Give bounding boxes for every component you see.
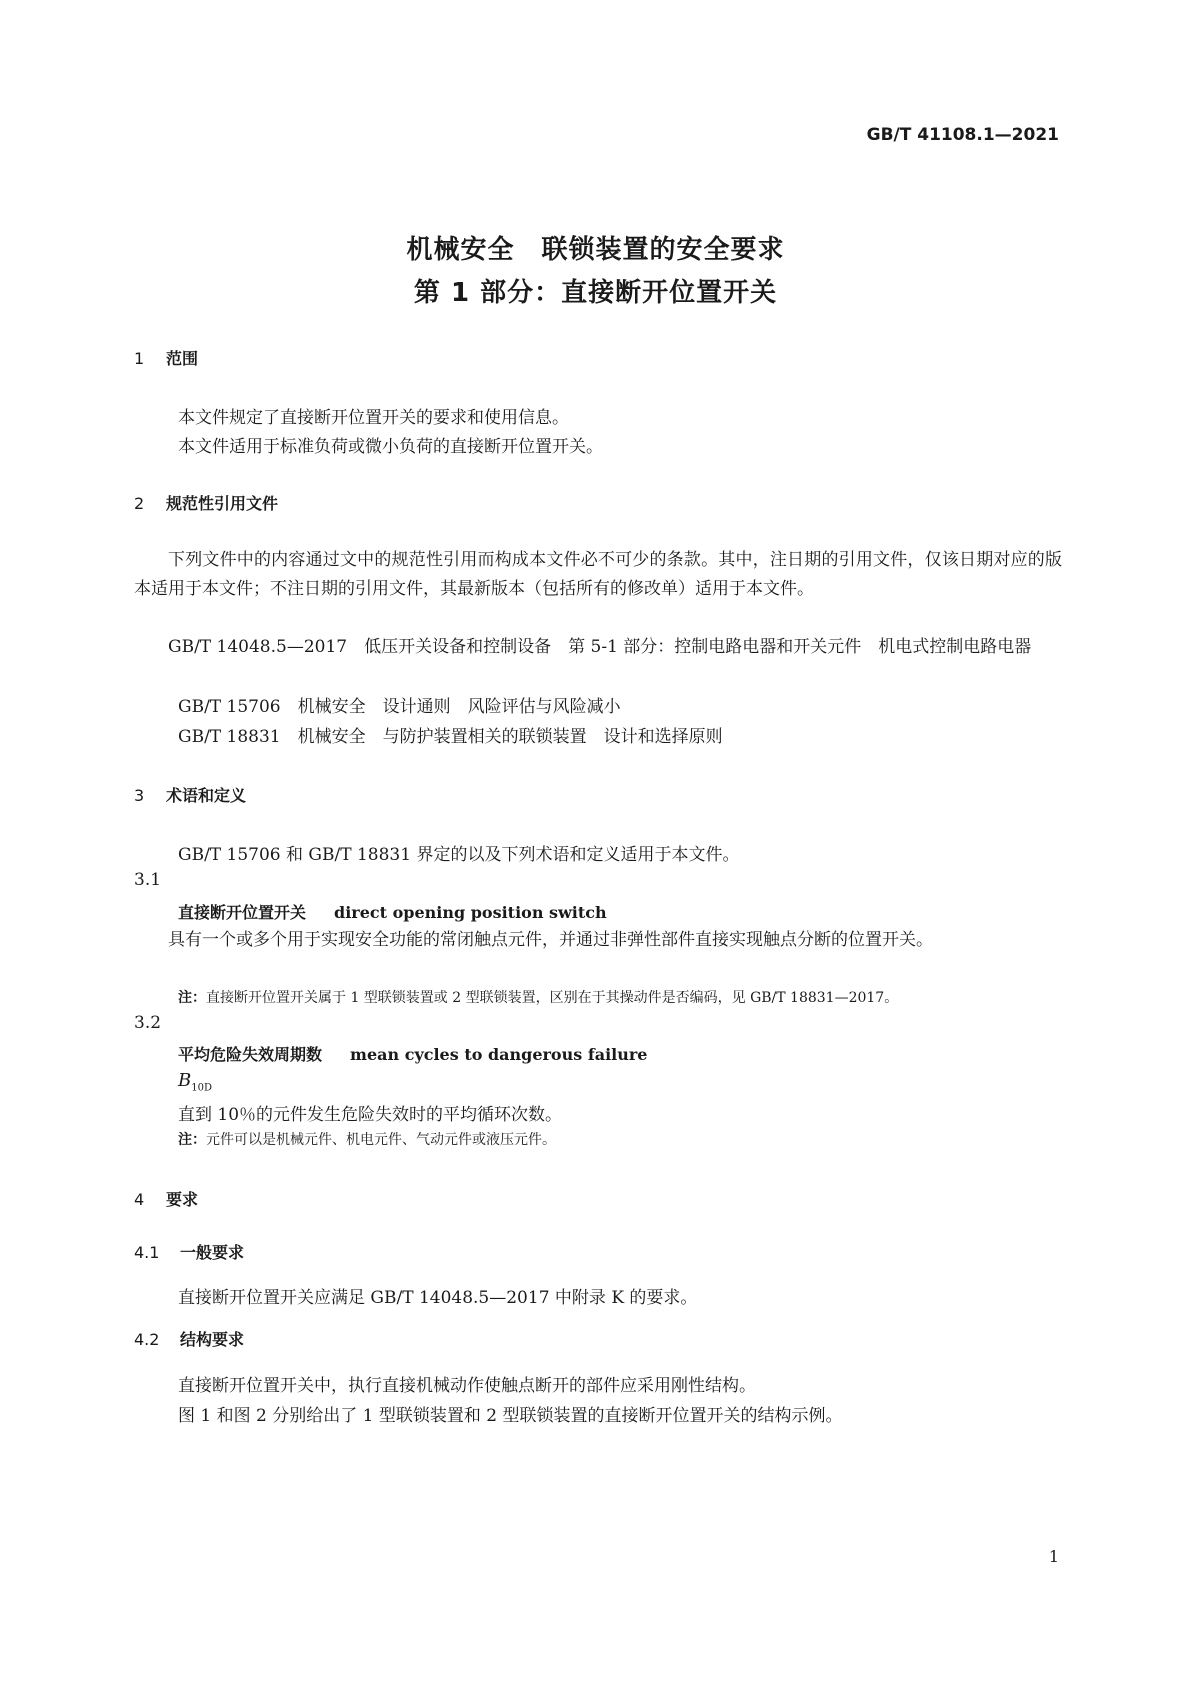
section-title: 结构要求: [180, 1330, 245, 1349]
section-number: 3: [134, 786, 145, 805]
section-number: 4.2: [134, 1330, 160, 1349]
term-english: direct opening position switch: [334, 903, 607, 922]
document-title-line1: 机械安全 联锁装置的安全要求: [406, 235, 785, 265]
section-title: 术语和定义: [166, 786, 247, 805]
term-3-2-symbol: [178, 1070, 212, 1094]
section-1-paragraph-1: 本文件规定了直接断开位置开关的要求和使用信息。: [178, 408, 569, 428]
symbol-letter: B: [178, 1070, 192, 1091]
term-chinese: 平均危险失效周期数: [178, 1045, 323, 1064]
section-number: 4: [134, 1190, 145, 1209]
section-3-heading: [134, 783, 246, 806]
symbol-subscript: 10D: [191, 1082, 212, 1094]
term-3-1-definition: 具有一个或多个用于实现安全功能的常闭触点元件，并通过非弹性部件直接实现触点分断的位置开关。: [168, 930, 933, 950]
section-4-heading: [134, 1187, 198, 1210]
term-english: mean cycles to dangerous failure: [350, 1045, 648, 1064]
section-1-paragraph-2: 本文件适用于标准负荷或微小负荷的直接断开位置开关。: [178, 437, 603, 457]
section-2-heading: [134, 491, 278, 514]
section-4-2-paragraph-2: 图 1 和图 2 分别给出了 1 型联锁装置和 2 型联锁装置的直接断开位置开关的结构示例。: [178, 1406, 843, 1426]
reference-1: GB/T 14048.5—2017 低压开关设备和控制设备 第 5-1 部分：控制电路电器和开关元件 机电式控制电路电器: [168, 637, 1032, 657]
section-4-1-paragraph: 直接断开位置开关应满足 GB/T 14048.5—2017 中附录 K 的要求。: [178, 1288, 698, 1308]
note-text: 元件可以是机械元件、机电元件、气动元件或液压元件。: [206, 1132, 556, 1148]
section-4-2-paragraph-1: 直接断开位置开关中，执行直接机械动作使触点断开的部件应采用刚性结构。: [178, 1376, 756, 1396]
term-3-2: [178, 1042, 647, 1065]
note-text: 直接断开位置开关属于 1 型联锁装置或 2 型联锁装置，区别在于其操动件是否编码，见 GB/T 18831—2017。: [206, 990, 899, 1006]
section-3-intro: GB/T 15706 和 GB/T 18831 界定的以及下列术语和定义适用于本文件。: [178, 845, 740, 865]
section-4-1-heading: [134, 1240, 244, 1263]
term-3-1-number: 3.1: [134, 870, 162, 890]
term-3-2-note: [178, 1129, 556, 1149]
section-number: 2: [134, 494, 145, 513]
reference-3: GB/T 18831 机械安全 与防护装置相关的联锁装置 设计和选择原则: [178, 727, 723, 747]
page-number: 1: [1048, 1547, 1059, 1566]
note-label: 注：: [178, 990, 206, 1006]
section-title: 一般要求: [180, 1243, 245, 1262]
term-3-1-note: [178, 987, 898, 1007]
reference-2: GB/T 15706 机械安全 设计通则 风险评估与风险减小: [178, 697, 621, 717]
term-3-2-number: 3.2: [134, 1013, 162, 1033]
term-3-2-definition: 直到 10％的元件发生危险失效时的平均循环次数。: [178, 1105, 563, 1125]
document-code: GB/T 41108.1—2021: [866, 125, 1059, 145]
section-4-2-heading: [134, 1327, 244, 1350]
section-title: 范围: [166, 349, 199, 368]
section-number: 4.1: [134, 1243, 160, 1262]
term-chinese: 直接断开位置开关: [178, 903, 307, 922]
section-2-intro: 下列文件中的内容通过文中的规范性引用而构成本文件必不可少的条款。其中，注日期的引用文件，仅该日期对应的版本适用于本文件；不注日期的引用文件，其最新版本（包括所有的修改单）适用于本文件。: [134, 550, 1062, 599]
term-3-1: [178, 900, 607, 923]
section-title: 规范性引用文件: [166, 494, 279, 513]
section-title: 要求: [166, 1190, 199, 1209]
section-1-heading: [134, 346, 198, 369]
note-label: 注：: [178, 1132, 206, 1148]
document-title-line2: 第 1 部分：直接断开位置开关: [413, 278, 778, 308]
section-number: 1: [134, 349, 145, 368]
